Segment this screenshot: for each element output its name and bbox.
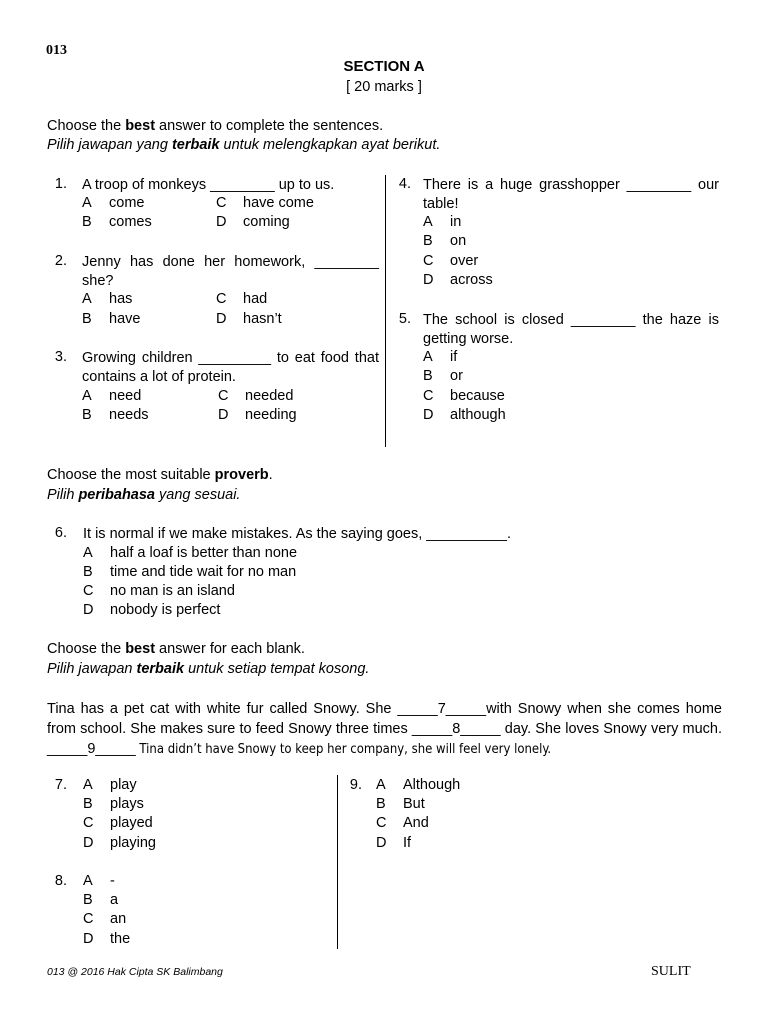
part3-instruction-ms: Pilih jawapan terbaik untuk setiap tempat kosong. [47,661,370,677]
part1-instruction-ms: Pilih jawapan yang terbaik untuk melengkapkan ayat berikut. [47,137,441,153]
column-divider [385,175,386,447]
option-6b[interactable]: B time and tide wait for no man [83,564,297,580]
option-7b[interactable]: B plays [83,796,144,812]
option-3d[interactable]: D needing [218,407,297,423]
cloze-passage: Tina has a pet cat with white fur called Snowy. She _____7_____with Snowy when she comes home from school. She makes sure to feed Snowy three times _____8_____ day. She loves Snowy very much. _____9_____ Tina didn’t have Snowy to keep her company, she will feel very lonely. [47,701,722,757]
option-9b[interactable]: B But [376,796,425,812]
footer-sulit: SULIT [651,964,691,979]
option-7a[interactable]: A play [83,777,137,793]
column-divider-2 [337,775,338,949]
option-5d[interactable]: D although [423,407,506,423]
option-4b[interactable]: B on [423,233,467,249]
part2-instruction-en: Choose the most suitable proverb. [47,467,273,483]
option-6d[interactable]: D nobody is perfect [83,602,221,618]
question-3-text: Growing children _________ to eat food that contains a lot of protein. [82,350,379,385]
section-title: SECTION A [343,58,425,75]
part3-instruction-en: Choose the best answer for each blank. [47,641,305,657]
option-3c[interactable]: C needed [218,388,294,404]
part2-instruction-ms: Pilih peribahasa yang sesuai. [47,487,241,503]
section-marks: [ 20 marks ] [346,79,422,95]
question-5-text: The school is closed ________ the haze is getting worse. [423,312,719,347]
option-3a[interactable]: A need [82,388,142,404]
option-9c[interactable]: C And [376,815,429,831]
option-6a[interactable]: A half a loaf is better than none [83,545,298,561]
option-4a[interactable]: A in [423,214,462,230]
option-1b[interactable]: B comes [82,214,152,230]
option-8d[interactable]: D the [83,931,131,947]
option-2a[interactable]: A has [82,291,133,307]
option-2b[interactable]: B have [82,311,141,327]
question-1-text: A troop of monkeys ________ up to us. [82,177,335,193]
option-1c[interactable]: C have come [216,195,314,211]
question-6-text: It is normal if we make mistakes. As the saying goes, __________. [83,526,511,542]
option-4d[interactable]: D across [423,272,493,288]
option-1d[interactable]: D coming [216,214,290,230]
option-6c[interactable]: C no man is an island [83,583,235,599]
question-4-text: There is a huge grasshopper ________ our table! [423,177,719,212]
option-1a[interactable]: A come [82,195,145,211]
paper-code: 013 [46,43,67,58]
part1-instruction-en: Choose the best answer to complete the sentences. [47,118,384,134]
option-5a[interactable]: A if [423,349,458,365]
option-8c[interactable]: C an [83,911,127,927]
option-9d[interactable]: D If [376,835,412,851]
option-2d[interactable]: D hasn’t [216,311,282,327]
option-7c[interactable]: C played [83,815,153,831]
option-3b[interactable]: B needs [82,407,149,423]
option-8b[interactable]: B a [83,892,119,908]
question-2-text: Jenny has done her homework, ________ she? [82,254,379,289]
footer-copyright: 013 @ 2016 Hak Cipta SK Balimbang [47,966,223,978]
option-9a[interactable]: A Although [376,777,461,793]
option-7d[interactable]: D playing [83,835,156,851]
option-5b[interactable]: B or [423,368,463,384]
option-2c[interactable]: C had [216,291,268,307]
option-8a[interactable]: A - [83,873,115,889]
option-4c[interactable]: C over [423,253,479,269]
option-5c[interactable]: C because [423,388,505,404]
